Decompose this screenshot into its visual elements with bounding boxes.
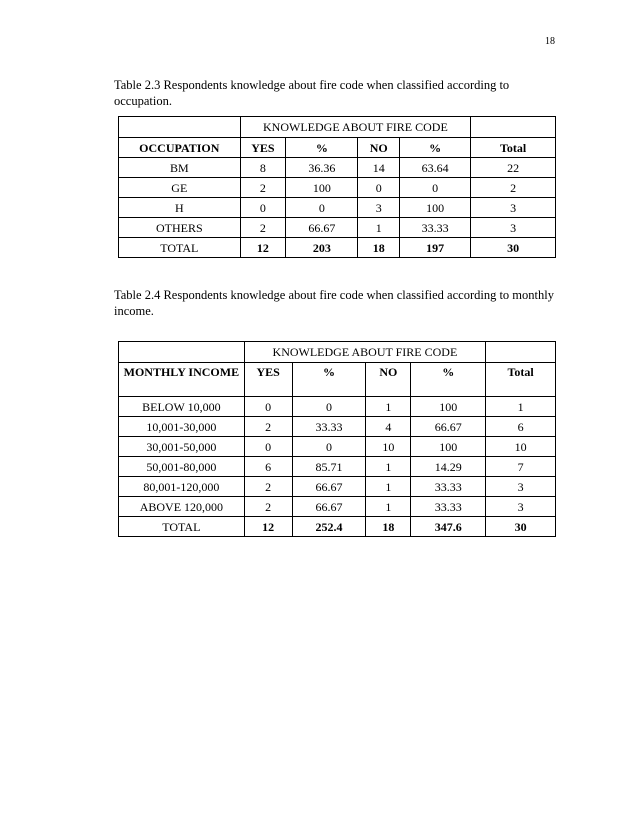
table-cell: 33.33 [411, 477, 486, 497]
empty-header-cell [119, 117, 241, 138]
table-cell: GE [119, 178, 241, 198]
column-header: YES [244, 363, 292, 397]
total-cell: 30 [471, 238, 556, 258]
table-cell: 1 [366, 477, 411, 497]
table-cell: 2 [244, 497, 292, 517]
table-row [119, 198, 556, 218]
table-cell: 3 [486, 477, 556, 497]
total-cell: 197 [399, 238, 470, 258]
total-row [119, 517, 556, 537]
table-cell: 6 [244, 457, 292, 477]
column-header: OCCUPATION [119, 138, 241, 158]
column-header: NO [366, 363, 411, 397]
table-cell: ABOVE 120,000 [119, 497, 245, 517]
table-cell: 3 [471, 198, 556, 218]
table-cell: H [119, 198, 241, 218]
table-cell: 33.33 [399, 218, 470, 238]
group-header-row [119, 342, 556, 363]
table-cell: 10 [486, 437, 556, 457]
table-2-4-caption: Table 2.4 Respondents knowledge about fire code when classified according to monthly income. [114, 288, 554, 318]
table-cell: 22 [471, 158, 556, 178]
table-cell: 3 [486, 497, 556, 517]
table-cell: 1 [366, 397, 411, 417]
table-cell: BELOW 10,000 [119, 397, 245, 417]
table-cell: 85.71 [292, 457, 366, 477]
column-header-row [119, 138, 556, 158]
table-cell: 66.67 [292, 477, 366, 497]
table-2-3-caption: Table 2.3 Respondents knowledge about fire code when classified according to occupation. [114, 78, 510, 108]
table-cell: 36.36 [286, 158, 358, 178]
table-cell: 50,001-80,000 [119, 457, 245, 477]
total-row [119, 238, 556, 258]
table-row [119, 178, 556, 198]
group-header-row [119, 117, 556, 138]
table-cell: 3 [358, 198, 400, 218]
table-cell: 3 [471, 218, 556, 238]
column-header: MONTHLY INCOME [119, 363, 245, 397]
table-row [119, 397, 556, 417]
total-cell: 30 [486, 517, 556, 537]
table-cell: 100 [286, 178, 358, 198]
table-cell: 1 [358, 218, 400, 238]
table-cell: 66.67 [292, 497, 366, 517]
group-header: KNOWLEDGE ABOUT FIRE CODE [240, 117, 471, 138]
column-header: % [399, 138, 470, 158]
table-cell: 33.33 [411, 497, 486, 517]
table-cell: 0 [286, 198, 358, 218]
total-cell: 347.6 [411, 517, 486, 537]
table-cell: 0 [292, 437, 366, 457]
column-header: % [286, 138, 358, 158]
table-cell: 4 [366, 417, 411, 437]
table-cell: 10 [366, 437, 411, 457]
table-cell: 2 [240, 218, 286, 238]
table-cell: 1 [366, 457, 411, 477]
table-row [119, 477, 556, 497]
table-cell: 8 [240, 158, 286, 178]
table-cell: 1 [366, 497, 411, 517]
column-header: % [292, 363, 366, 397]
table-cell: BM [119, 158, 241, 178]
total-cell: 12 [244, 517, 292, 537]
total-label: TOTAL [119, 517, 245, 537]
table-row [119, 218, 556, 238]
table-cell: 0 [244, 437, 292, 457]
table-row [119, 457, 556, 477]
column-header: % [411, 363, 486, 397]
table-cell: 0 [399, 178, 470, 198]
table-cell: 10,001-30,000 [119, 417, 245, 437]
total-cell: 12 [240, 238, 286, 258]
table-cell: 100 [399, 198, 470, 218]
table-cell: 1 [486, 397, 556, 417]
total-cell: 203 [286, 238, 358, 258]
table-cell: 14.29 [411, 457, 486, 477]
table-row [119, 158, 556, 178]
table-cell: 30,001-50,000 [119, 437, 245, 457]
table-cell: 0 [292, 397, 366, 417]
total-cell: 18 [366, 517, 411, 537]
table-cell: 2 [244, 477, 292, 497]
table-cell: 33.33 [292, 417, 366, 437]
table-cell: 66.67 [286, 218, 358, 238]
income-knowledge-table [118, 341, 556, 537]
column-header: Total [471, 138, 556, 158]
empty-header-cell [486, 342, 556, 363]
total-cell: 18 [358, 238, 400, 258]
table-row [119, 497, 556, 517]
table-cell: 66.67 [411, 417, 486, 437]
total-cell: 252.4 [292, 517, 366, 537]
column-header: Total [486, 363, 556, 397]
table-cell: 14 [358, 158, 400, 178]
column-header: YES [240, 138, 286, 158]
table-cell: 2 [244, 417, 292, 437]
table-cell: 80,001-120,000 [119, 477, 245, 497]
column-header-row [119, 363, 556, 397]
total-label: TOTAL [119, 238, 241, 258]
table-cell: 0 [358, 178, 400, 198]
empty-header-cell [119, 342, 245, 363]
table-cell: 100 [411, 397, 486, 417]
table-cell: OTHERS [119, 218, 241, 238]
table-cell: 6 [486, 417, 556, 437]
table-cell: 2 [240, 178, 286, 198]
table-cell: 63.64 [399, 158, 470, 178]
table-cell: 0 [240, 198, 286, 218]
occupation-knowledge-table [118, 116, 556, 258]
column-header: NO [358, 138, 400, 158]
table-row [119, 437, 556, 457]
table-row [119, 417, 556, 437]
table-cell: 100 [411, 437, 486, 457]
table-cell: 2 [471, 178, 556, 198]
table-cell: 0 [244, 397, 292, 417]
empty-header-cell [471, 117, 556, 138]
table-cell: 7 [486, 457, 556, 477]
group-header: KNOWLEDGE ABOUT FIRE CODE [244, 342, 485, 363]
page-number: 18 [545, 36, 555, 47]
